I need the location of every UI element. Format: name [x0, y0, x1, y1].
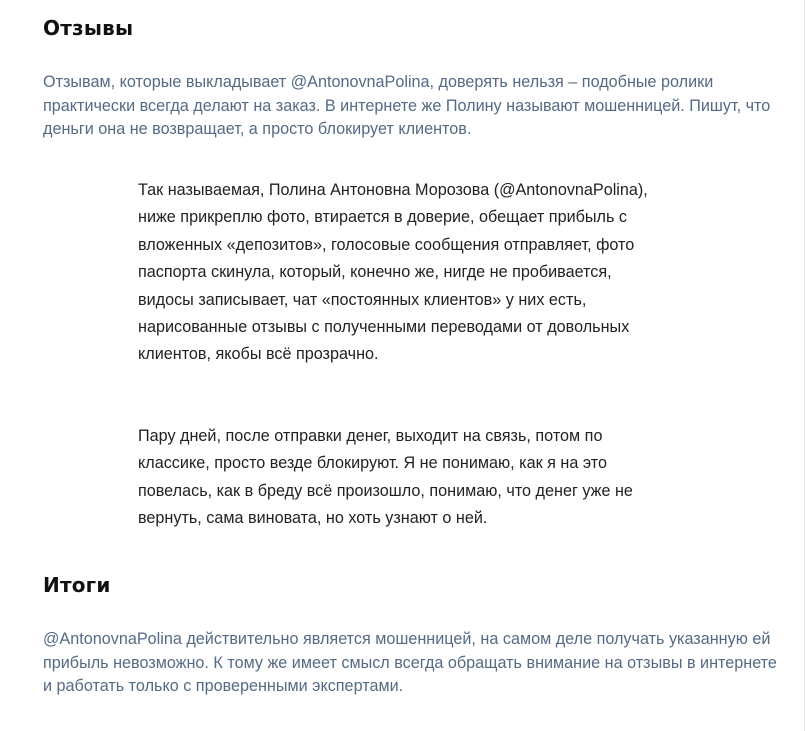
section-heading-summary: Итоги	[43, 573, 111, 597]
summary-paragraph: @AntonovnaPolina действительно является мошенницей, на самом деле получать указанную ей прибыль невозможно. К тому же имеет смысл всегда обращать внимание на отзывы в интернете и работать только с проверенными экспертами.	[43, 630, 777, 695]
review-quote-paragraph-2: Пару дней, после отправки денег, выходит на связь, потом по классике, просто везде блокируют. Я не понимаю, как я на это повелась, как в бреду всё произошло, понимаю, что денег уже не вернуть, сама виновата, но хоть узнают о ней.	[138, 427, 633, 528]
review-quote-paragraph-1: Так называемая, Полина Антоновна Морозова (@AntonovnaPolina), ниже прикреплю фото, втирается в доверие, обещает прибыль с вложенных «депозитов», голосовые сообщения отправляет, фото паспорта скинула, который, конечно же, нигде не пробивается, видосы записывает, чат «постоянных клиентов» у них есть, нарисованные отзывы с полученными переводами от довольных клиентов, якобы всё прозрачно.	[138, 181, 648, 364]
section-heading-reviews: Отзывы	[43, 16, 134, 40]
reviews-intro-paragraph: Отзывам, которые выкладывает @AntonovnaPolina, доверять нельзя – подобные ролики практически всегда делают на заказ. В интернете же Полину называют мошенницей. Пишут, что деньги она не возвращает, а просто блокирует клиентов.	[43, 73, 771, 138]
